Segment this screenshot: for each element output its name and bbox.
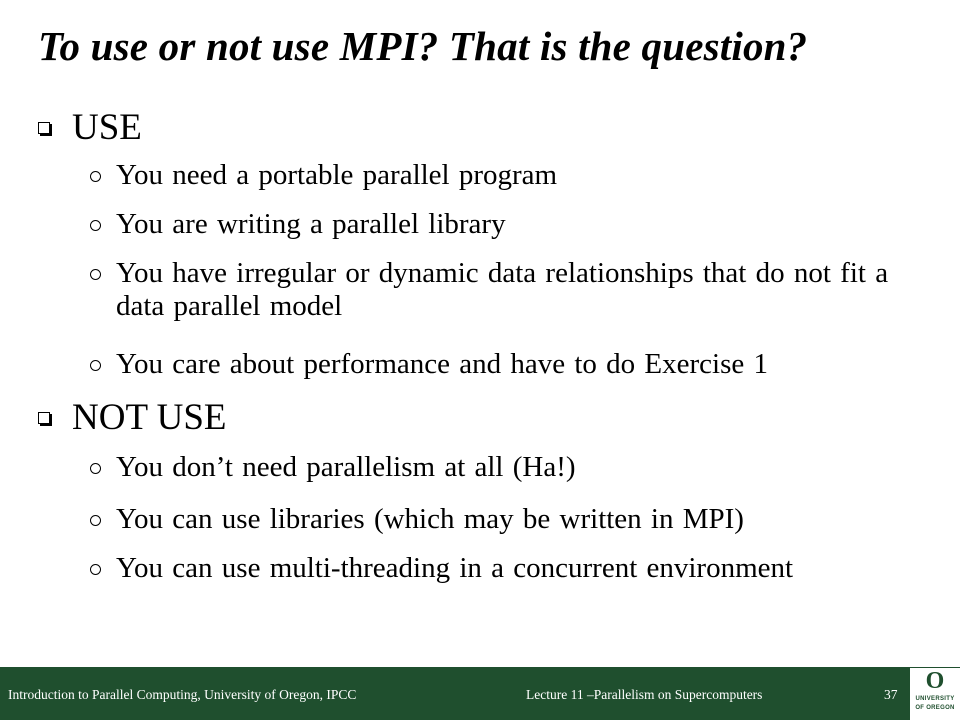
slide-footer bbox=[0, 667, 910, 720]
circle-bullet-icon bbox=[90, 171, 101, 182]
logo-text-line2: OF OREGON bbox=[915, 705, 955, 711]
list-item: You have irregular or dynamic data relationships that do not fit a data parallel model bbox=[82, 257, 922, 323]
page-number: 37 bbox=[884, 687, 898, 702]
slide-title: To use or not use MPI? That is the question? bbox=[38, 23, 808, 69]
list-item: You can use multi-threading in a concurrent environment bbox=[82, 552, 922, 585]
footer-course: Introduction to Parallel Computing, University of Oregon, IPCC bbox=[8, 687, 357, 702]
square-bullet-icon bbox=[38, 412, 50, 424]
list-item: You care about performance and have to do Exercise 1 bbox=[82, 348, 922, 381]
list-item: You can use libraries (which may be written in MPI) bbox=[82, 503, 922, 536]
square-bullet-icon bbox=[38, 122, 50, 134]
circle-bullet-icon bbox=[90, 564, 101, 575]
oregon-o-icon: O bbox=[925, 668, 945, 694]
circle-bullet-icon bbox=[90, 463, 101, 474]
footer-lecture: Lecture 11 –Parallelism on Supercomputers bbox=[526, 687, 763, 702]
circle-bullet-icon bbox=[90, 220, 101, 231]
section-heading-not-use: NOT USE bbox=[38, 396, 227, 440]
list-item: You need a portable parallel program bbox=[82, 159, 922, 192]
logo-text-line1: UNIVERSITY bbox=[915, 696, 955, 702]
list-item: You don’t need parallelism at all (Ha!) bbox=[82, 451, 922, 484]
section-heading-use: USE bbox=[38, 106, 142, 150]
circle-bullet-icon bbox=[90, 360, 101, 371]
circle-bullet-icon bbox=[90, 269, 101, 280]
university-logo bbox=[910, 667, 960, 721]
list-item: You are writing a parallel library bbox=[82, 208, 922, 241]
circle-bullet-icon bbox=[90, 515, 101, 526]
